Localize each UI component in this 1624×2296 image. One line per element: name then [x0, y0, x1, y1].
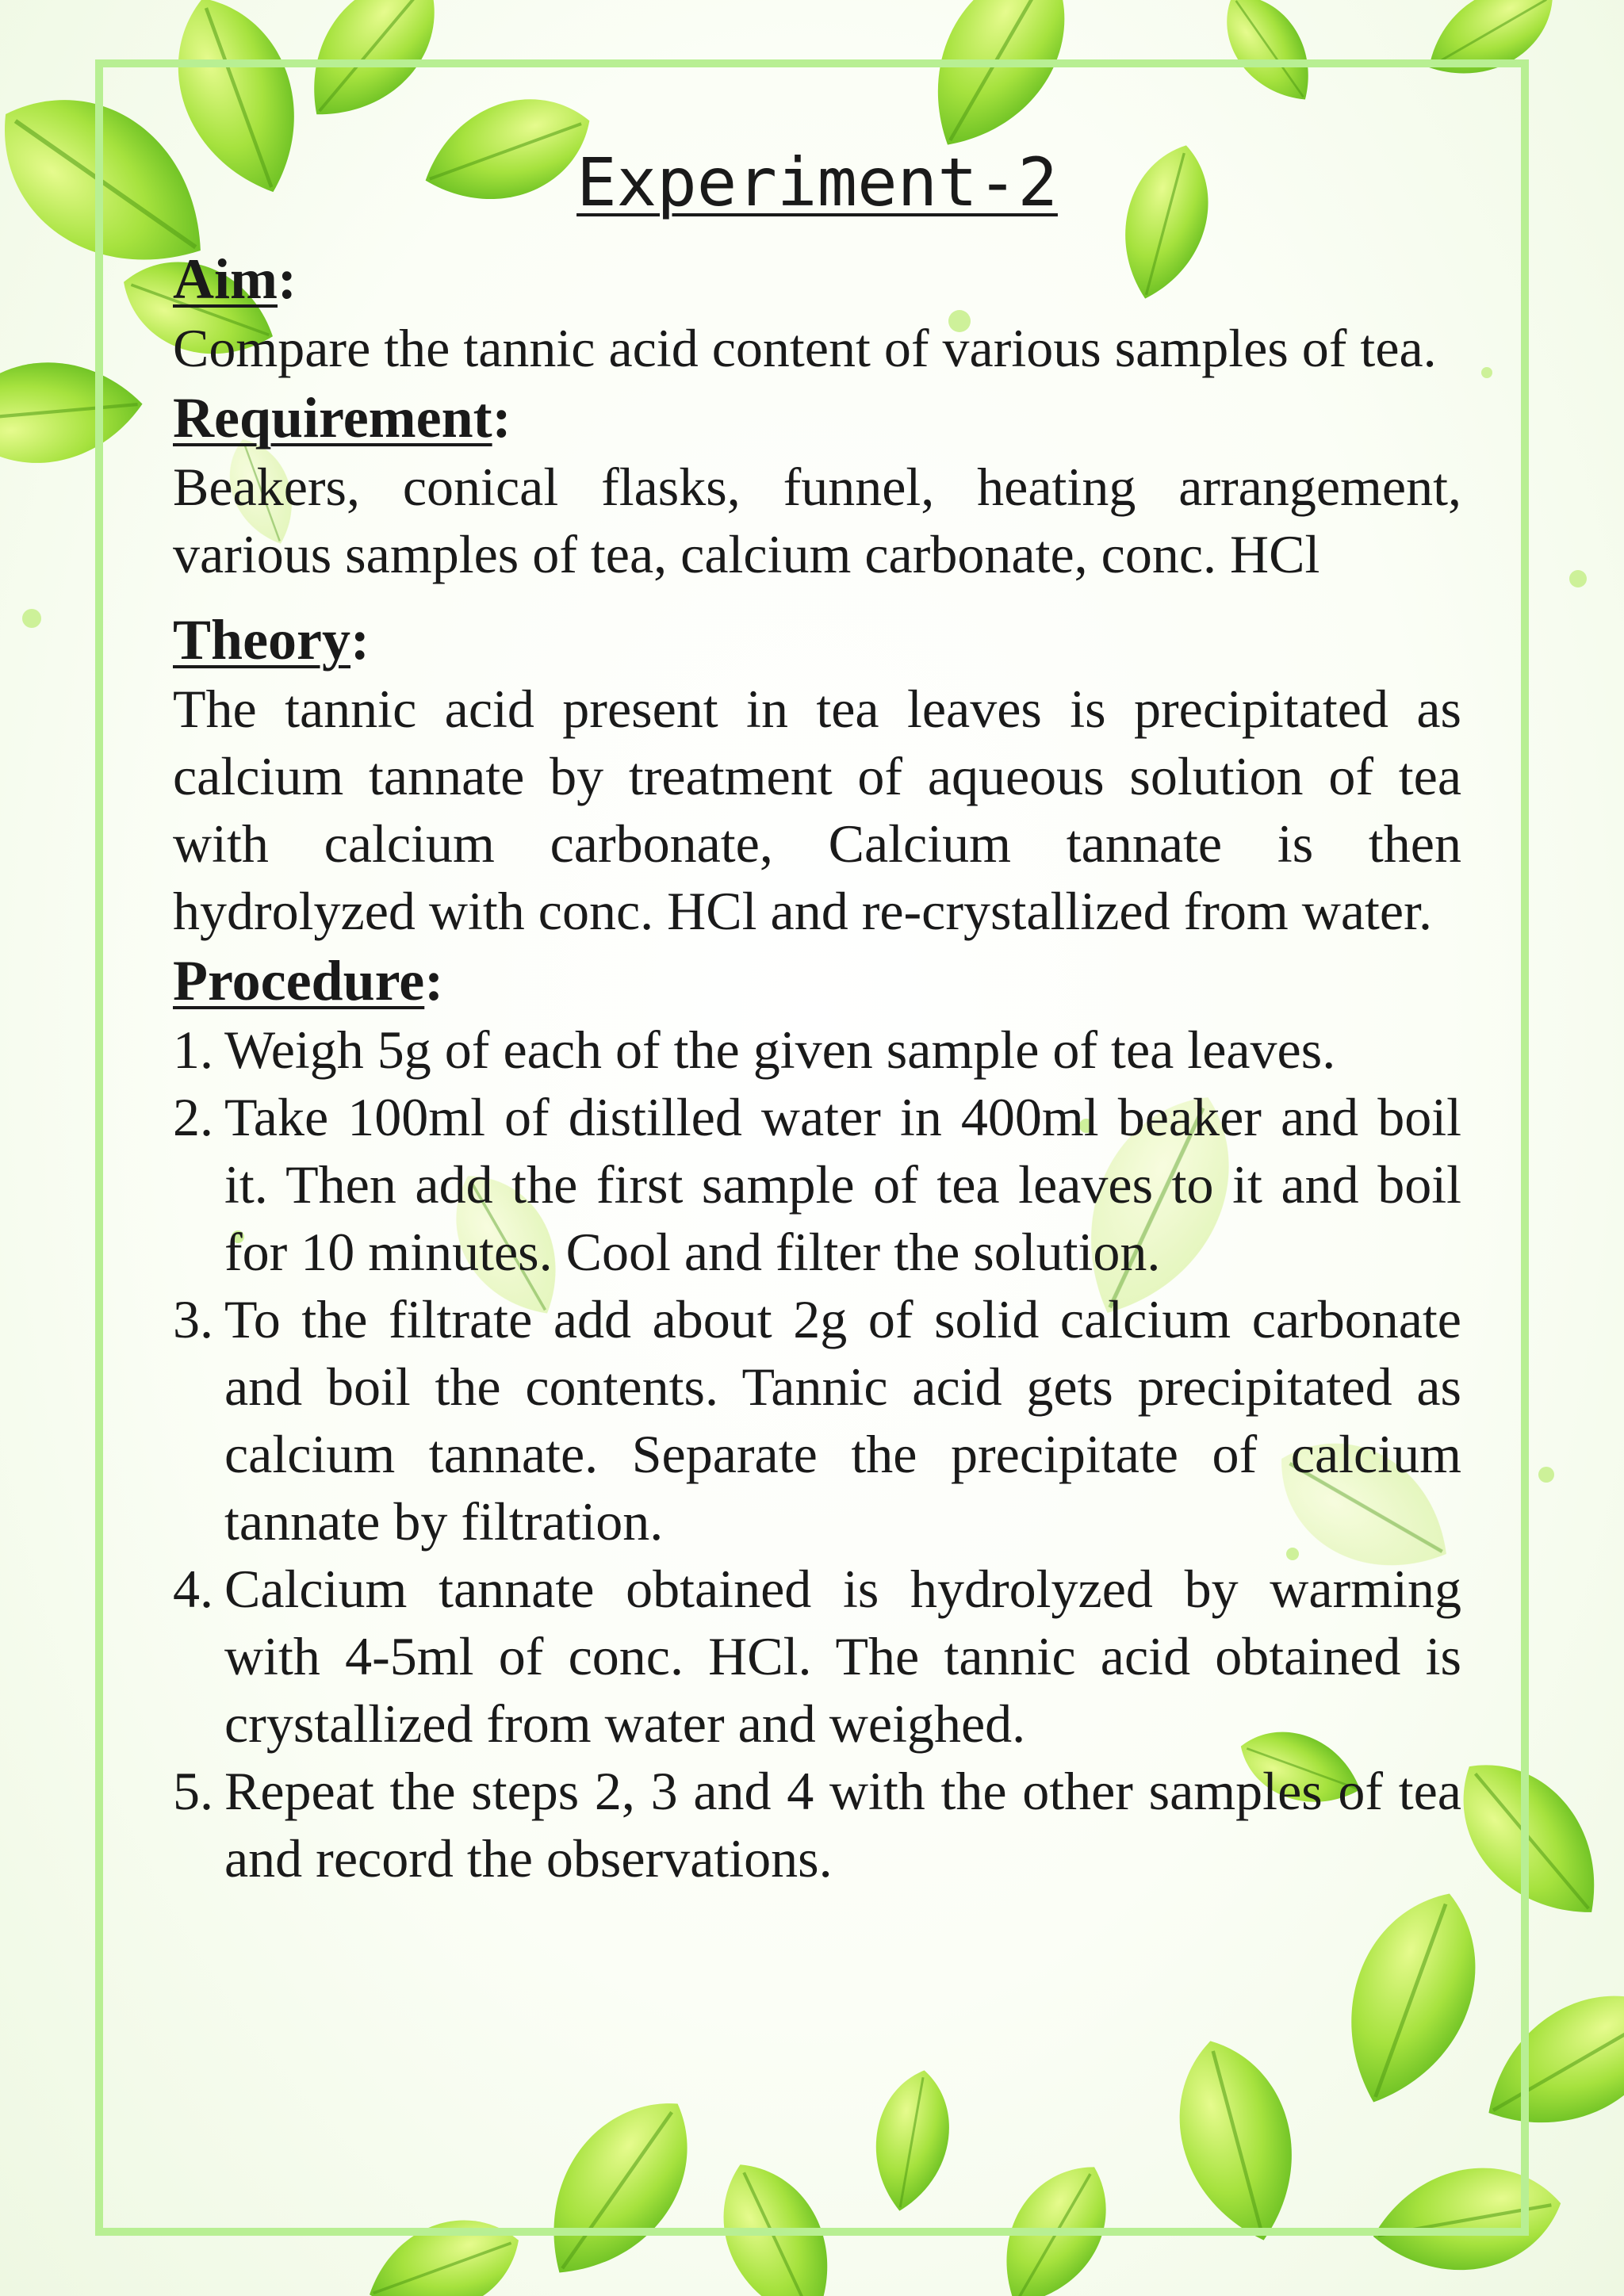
aim-heading-label: Aim [173, 247, 278, 311]
requirement-text: Beakers, conical flasks, funnel, heating arrangement, various samples of tea, calcium carbonate, conc. HCl [173, 457, 1461, 584]
procedure-step [173, 1286, 1461, 1556]
requirement-heading-label: Requirement [173, 386, 492, 450]
step-number: 4. [173, 1559, 213, 1619]
theory-heading [173, 604, 1461, 675]
procedure-heading-label: Procedure [173, 949, 425, 1012]
step-text: Weigh 5g of each of the given sample of tea leaves. [224, 1020, 1336, 1080]
procedure-step [173, 1758, 1461, 1892]
procedure-heading-colon: : [424, 949, 444, 1012]
theory-text: The tannic acid present in tea leaves is precipitated as calcium tannate by treatment of aqueous solution of tea with calcium carbonate, Calcium tannate is then hydrolyzed with conc. HCl and re-crystallized from water. [173, 679, 1461, 941]
aim-text: Compare the tannic acid content of various samples of tea. [173, 318, 1437, 378]
document-body [173, 139, 1461, 1892]
step-number: 1. [173, 1020, 213, 1080]
procedure-step [173, 1556, 1461, 1758]
step-text: Take 100ml of distilled water in 400ml beaker and boil it. Then add the first sample of tea leaves to it and boil for 10 minutes. Cool and filter the solution. [224, 1087, 1461, 1282]
step-text: Calcium tannate obtained is hydrolyzed by warming with 4-5ml of conc. HCl. The tannic acid obtained is crystallized from water and weighed. [224, 1559, 1461, 1754]
procedure-steps-list [173, 1016, 1461, 1892]
theory-heading-label: Theory [173, 608, 350, 672]
procedure-step [173, 1016, 1461, 1084]
theory-heading-colon: : [350, 608, 370, 672]
step-text: Repeat the steps 2, 3 and 4 with the other samples of tea and record the observations. [224, 1761, 1461, 1888]
procedure-heading [173, 945, 1461, 1016]
step-number: 2. [173, 1087, 213, 1147]
aim-heading [173, 243, 1461, 315]
step-number: 3. [173, 1289, 213, 1349]
requirement-heading-colon: : [492, 386, 511, 450]
step-text: To the filtrate add about 2g of solid calcium carbonate and boil the contents. Tannic acid gets precipitated as calcium tannate. Separate the precipitate of calcium tannate by filtration. [224, 1289, 1461, 1552]
procedure-step [173, 1084, 1461, 1286]
step-number: 5. [173, 1761, 213, 1821]
aim-heading-colon: : [277, 247, 297, 311]
requirement-heading [173, 382, 1461, 453]
page-title: Experiment-2 [576, 144, 1058, 221]
